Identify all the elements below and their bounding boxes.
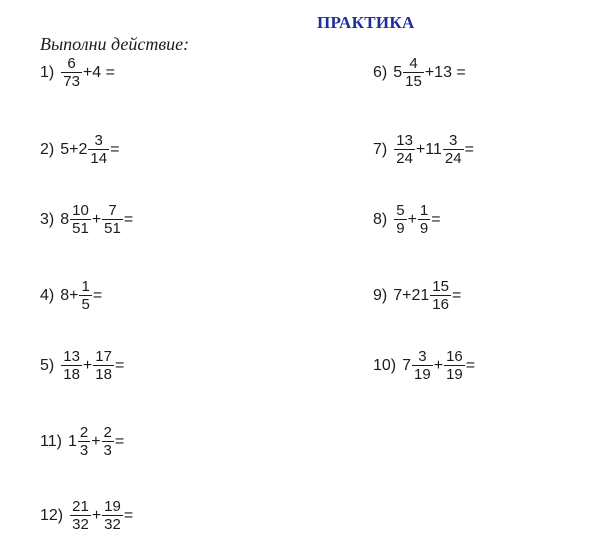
- fraction-numerator: 2: [79, 424, 89, 441]
- problem-number: 7): [373, 140, 388, 158]
- expression-text: 7: [402, 356, 412, 374]
- fraction-denominator: 18: [63, 366, 80, 384]
- fraction-denominator: 19: [414, 366, 431, 384]
- expression-text: +: [91, 432, 101, 450]
- expression-text: 7+21: [393, 286, 430, 304]
- fraction: [443, 132, 464, 167]
- fraction-denominator: 24: [444, 150, 462, 168]
- problem-number: 8): [373, 210, 388, 228]
- expression-text: =: [431, 210, 441, 228]
- fraction-denominator: 19: [446, 366, 463, 384]
- fraction-denominator: 9: [396, 220, 405, 238]
- fraction-numerator: 10: [72, 202, 89, 219]
- fraction-numerator: 2: [103, 424, 112, 441]
- fraction: [403, 55, 424, 90]
- expression-text: =: [114, 356, 125, 374]
- problem-number: 9): [373, 286, 388, 304]
- expression-text: +13 =: [424, 63, 466, 81]
- fraction: [61, 348, 82, 383]
- problem-1: [40, 55, 115, 90]
- fraction-denominator: 18: [95, 366, 112, 384]
- expression-text: =: [114, 432, 125, 450]
- fraction-denominator: 15: [405, 73, 422, 91]
- problem-number: 3): [40, 210, 55, 228]
- problem-number: 11): [40, 432, 62, 450]
- fraction-denominator: 51: [72, 220, 89, 238]
- fraction-numerator: 5: [396, 202, 405, 219]
- fraction-numerator: 7: [108, 202, 117, 219]
- problem-5: [40, 348, 124, 383]
- fraction-numerator: 3: [94, 132, 103, 149]
- expression-text: +: [82, 356, 93, 374]
- fraction-numerator: 3: [418, 348, 427, 365]
- fraction: [394, 202, 406, 237]
- problem-11: [40, 424, 124, 459]
- instruction-text: Выполни действие:: [40, 34, 190, 54]
- fraction-numerator: 1: [81, 278, 90, 295]
- problem-6: [373, 55, 466, 90]
- fraction-denominator: 16: [432, 296, 449, 314]
- problem-2: [40, 132, 119, 167]
- expression-text: =: [92, 286, 103, 304]
- expression-text: +: [433, 356, 444, 374]
- fraction: [394, 132, 415, 167]
- fraction-numerator: 3: [449, 132, 458, 149]
- fraction: [93, 348, 114, 383]
- fraction-numerator: 21: [72, 498, 89, 515]
- fraction-numerator: 17: [95, 348, 112, 365]
- fraction-numerator: 1: [419, 202, 429, 219]
- fraction: [444, 348, 465, 383]
- fraction: [430, 278, 451, 313]
- expression-text: +: [91, 210, 102, 228]
- problem-number: 6): [373, 63, 388, 81]
- problem-12: [40, 498, 133, 533]
- fraction-denominator: 9: [419, 220, 429, 238]
- fraction-numerator: 4: [409, 55, 418, 72]
- fraction-denominator: 32: [104, 516, 121, 534]
- problem-10: [373, 348, 475, 383]
- expression-text: +4 =: [82, 63, 115, 81]
- fraction: [79, 278, 91, 313]
- fraction: [418, 202, 430, 237]
- fraction-denominator: 3: [79, 442, 89, 460]
- fraction-denominator: 51: [104, 220, 121, 238]
- fraction-denominator: 5: [81, 296, 90, 314]
- problem-number: 1): [40, 63, 55, 81]
- problem-4: [40, 278, 102, 313]
- expression-text: +: [91, 506, 102, 524]
- fraction: [102, 202, 123, 237]
- expression-text: =: [110, 140, 120, 158]
- fraction: [70, 498, 91, 533]
- problem-9: [373, 278, 461, 313]
- page-title: ПРАКТИКА: [317, 13, 415, 32]
- problem-number: 2): [40, 140, 55, 158]
- fraction-denominator: 24: [396, 150, 413, 168]
- problem-number: 5): [40, 356, 55, 374]
- expression-text: =: [464, 140, 474, 158]
- expression-text: +: [407, 210, 417, 228]
- fraction-numerator: 6: [67, 55, 76, 72]
- fraction-denominator: 32: [72, 516, 89, 534]
- expression-text: 1: [67, 432, 77, 450]
- expression-text: =: [123, 210, 134, 228]
- expression-text: 8: [60, 210, 70, 228]
- fraction: [88, 132, 109, 167]
- expression-text: 5: [393, 63, 403, 81]
- expression-text: 8+: [60, 286, 79, 304]
- problem-number: 4): [40, 286, 55, 304]
- fraction: [78, 424, 90, 459]
- fraction: [102, 424, 114, 459]
- problem-8: [373, 202, 441, 237]
- problem-7: [373, 132, 474, 167]
- expression-text: =: [451, 286, 462, 304]
- fraction-numerator: 15: [432, 278, 449, 295]
- expression-text: =: [465, 356, 476, 374]
- fraction-numerator: 13: [396, 132, 413, 149]
- problem-number: 10): [373, 356, 397, 374]
- fraction: [412, 348, 433, 383]
- fraction-denominator: 73: [63, 73, 80, 91]
- problem-3: [40, 202, 133, 237]
- fraction-numerator: 13: [63, 348, 80, 365]
- fraction: [102, 498, 123, 533]
- problem-number: 12): [40, 506, 64, 524]
- fraction-denominator: 14: [90, 150, 108, 168]
- fraction: [61, 55, 82, 90]
- expression-text: +11: [415, 140, 442, 158]
- fraction-denominator: 3: [103, 442, 112, 460]
- fraction-numerator: 19: [104, 498, 121, 515]
- fraction: [70, 202, 91, 237]
- fraction-numerator: 16: [446, 348, 463, 365]
- expression-text: =: [123, 506, 134, 524]
- expression-text: 5+2: [60, 140, 88, 158]
